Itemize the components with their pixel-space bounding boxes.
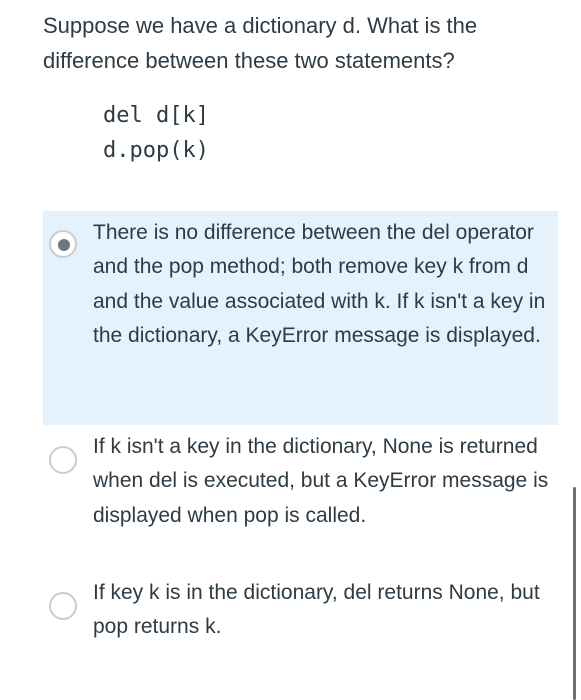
code-block	[103, 98, 209, 168]
radio-button[interactable]	[49, 592, 77, 620]
answer-option-3-text: If key k is in the dictionary, del returns None, but pop returns k.	[93, 581, 540, 639]
answer-option-3[interactable]	[43, 574, 558, 654]
answer-option-2-text: If k isn't a key in the dictionary, None is returned when del is executed, but a KeyError message is displayed when pop is called.	[93, 435, 549, 527]
answer-option-1[interactable]	[43, 211, 558, 425]
scrollbar[interactable]	[573, 487, 576, 700]
answer-option-2[interactable]	[43, 428, 558, 568]
question-text: Suppose we have a dictionary d. What is the difference between these two statements?	[43, 13, 478, 73]
radio-button[interactable]	[49, 446, 77, 474]
answer-option-1-text: There is no difference between the del operator and the pop method; both remove key k from d and the value associated with k. If k isn't a key in the dictionary, a KeyError message is displayed.	[93, 221, 546, 347]
code-line-pop: d.pop(k)	[103, 138, 209, 163]
radio-dot-icon	[58, 239, 70, 251]
code-line-del: del d[k]	[103, 103, 209, 128]
radio-button-selected[interactable]	[49, 230, 77, 258]
